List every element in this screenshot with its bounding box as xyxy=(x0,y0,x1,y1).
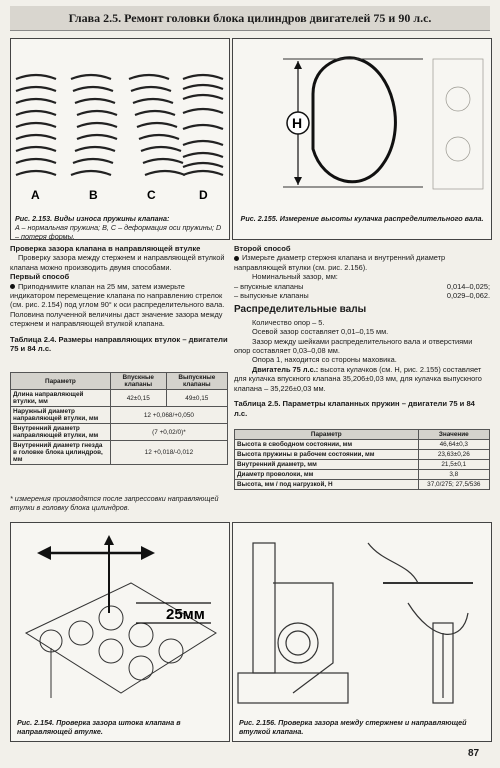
intake-clearance-row xyxy=(234,282,490,291)
method1-heading: Первый способ xyxy=(10,272,70,282)
lift-label: 25мм xyxy=(166,606,205,623)
spring-label-d: D xyxy=(199,188,208,202)
figure-2-155 xyxy=(232,38,492,240)
cam-paragraph-1: Количество опор – 5. xyxy=(252,317,325,327)
method1-paragraph xyxy=(10,282,228,329)
spring-a xyxy=(16,75,56,175)
spring-label-a: A xyxy=(31,188,40,202)
caption-title: Рис. 2.153. Виды износа пружины клапана: xyxy=(15,214,170,223)
cylinder-head-illustration xyxy=(11,523,229,713)
cam-paragraph-2: Осевой зазор составляет 0,01–0,15 мм. xyxy=(252,327,389,337)
engine-75-text: высота кулачков (см. H, рис. 2.155) составляет для кулачка впускного клапана 35,206±0,03 мм, для кулачка выпускного клапана – 35,226±0,03 мм. xyxy=(234,364,482,393)
method1-text: Приподнимите клапан на 25 мм, затем измерьте индикатором перемещение клапана по направлению стрелок (см. рис. 2.154) под углом 90° к оси распределительного вала. Половина полученной величины даст значение зазора между стержнем и направляющей втулкой клапана. xyxy=(10,281,225,329)
spring-d xyxy=(183,75,223,175)
table-cell: 21,5±0,1 xyxy=(418,460,489,470)
spring-label-c: C xyxy=(147,188,156,202)
table-cell: (7 +0,02/0)* xyxy=(110,424,227,441)
valve-micrometer-sketch xyxy=(368,543,473,703)
table-cell: 23,63±0,26 xyxy=(418,450,489,460)
exhaust-label: – выпускные клапаны xyxy=(234,291,309,301)
spring-label-b: B xyxy=(89,188,98,202)
figure-2-154-caption: Рис. 2.154. Проверка зазора штока клапана в направляющей втулке. xyxy=(17,718,181,736)
table-row xyxy=(235,480,490,490)
valve-guide-heading: Проверка зазора клапана в направляющей втулке xyxy=(10,244,201,253)
table-row xyxy=(235,440,490,450)
table-row xyxy=(11,407,228,424)
table-2-4-header-param: Параметр xyxy=(11,373,111,390)
springs-illustration xyxy=(11,39,229,209)
table-cell: Высота в свободном состоянии, мм xyxy=(235,440,419,450)
figure-2-155-caption: Рис. 2.155. Измерение высоты кулачка распределительного вала. xyxy=(240,214,484,223)
table-2-5-header-param: Параметр xyxy=(235,430,419,440)
table-cell: Внутренний диаметр направляющей втулки, мм xyxy=(11,424,111,441)
table-2-4-title: Таблица 2.4. Размеры направляющих втулок – двигатели 75 и 84 л.с. xyxy=(10,334,228,354)
caption-body: A – нормальная пружина; B, C – деформация оси пружины; D – потеря формы. xyxy=(15,223,222,241)
table-cell: Высота, мм / под нагрузкой, Н xyxy=(235,480,419,490)
table-2-4 xyxy=(10,372,228,465)
table-cell: Внутренний диаметр гнезда в головке блока цилиндров, мм xyxy=(11,441,111,465)
exhaust-clearance-row xyxy=(234,291,490,300)
table-2-4-header-intake: Впускные клапаны xyxy=(110,373,166,390)
table-cell: Наружный диаметр направляющей втулки, мм xyxy=(11,407,111,424)
table-cell: 49±0,15 xyxy=(166,390,227,407)
table-2-4-header-exhaust: Выпускные клапаны xyxy=(166,373,227,390)
background-sketch xyxy=(433,59,483,189)
figure-2-156-caption: Рис. 2.156. Проверка зазора между стержнем и направляющей втулкой клапана. xyxy=(239,718,467,736)
cam-paragraph-3: Зазор между шейками распределительного вала и отверстиями опор составляет 0,03–0,08 мм. xyxy=(234,336,473,356)
table-cell: 12 +0,018/-0,012 xyxy=(110,441,227,465)
table-row xyxy=(235,460,490,470)
table-row xyxy=(235,450,490,460)
table-cell: Высота пружины в рабочем состоянии, мм xyxy=(235,450,419,460)
method2-text: Измерьте диаметр стержня клапана и внутренний диаметр направляющей втулки (см. рис. 2.156). xyxy=(234,253,446,272)
table-2-4-footnote: * измерения производятся после запрессовки направляющей втулки в головку блока цилиндров. xyxy=(10,494,219,512)
nominal-clearance-label: Номинальный зазор, мм: xyxy=(252,272,338,282)
table-cell: 42±0,15 xyxy=(110,390,166,407)
method2-heading: Второй способ xyxy=(234,244,291,253)
chapter-header xyxy=(10,6,490,31)
bullet-icon xyxy=(234,256,239,261)
table-2-5-header-value: Значение xyxy=(418,430,489,440)
exhaust-value: 0,029–0,062. xyxy=(446,291,490,301)
camshaft-heading: Распределительные валы xyxy=(234,304,367,316)
figure-2-154 xyxy=(10,522,230,742)
figure-2-153 xyxy=(10,38,230,240)
cylinder-head-sketch xyxy=(26,583,216,698)
table-cell: 12 +0,068/+0,050 xyxy=(110,407,227,424)
chapter-title: Глава 2.5. Ремонт головки блока цилиндров двигателей 75 и 90 л.с. xyxy=(68,11,432,25)
cam-illustration xyxy=(233,39,491,209)
spring-b xyxy=(71,75,117,175)
left-column xyxy=(10,244,228,353)
cam-paragraph-4: Опора 1, находится со стороны маховика. xyxy=(252,355,397,365)
table-row xyxy=(11,441,228,465)
bullet-icon xyxy=(10,284,15,289)
height-label: H xyxy=(292,115,303,131)
intake-label: – впускные клапаны xyxy=(234,281,304,291)
bore-gauge-sketch xyxy=(238,543,348,703)
page-number: 87 xyxy=(468,748,480,759)
table-cell: Длина направляющей втулки, мм xyxy=(11,390,111,407)
method2-paragraph xyxy=(234,253,490,272)
table-cell: 37,0/275; 27,5/536 xyxy=(418,480,489,490)
micrometer-illustration xyxy=(233,523,491,713)
table-2-5 xyxy=(234,429,490,490)
cam-paragraph-5 xyxy=(234,365,490,393)
table-cell: 46,64±0,3 xyxy=(418,440,489,450)
engine-75-label: Двигатель 75 л.с.: xyxy=(252,364,319,374)
figure-2-156 xyxy=(232,522,492,742)
table-row xyxy=(11,390,228,407)
cam-lobe xyxy=(313,58,395,182)
valve-guide-intro: Проверку зазора между стержнем и направляющей втулкой клапана можно производить двумя способами. xyxy=(10,253,225,272)
table-row xyxy=(11,424,228,441)
right-column xyxy=(234,244,490,418)
table-cell: Внутренний диаметр, мм xyxy=(235,460,419,470)
table-2-5-title: Таблица 2.5. Параметры клапанных пружин – двигатели 75 и 84 л.с. xyxy=(234,399,475,418)
table-cell: 3,8 xyxy=(418,470,489,480)
spring-c xyxy=(129,75,185,175)
table-row xyxy=(235,470,490,480)
figure-2-153-caption xyxy=(11,214,229,241)
intake-value: 0,014–0,025; xyxy=(446,281,490,291)
table-cell: Диаметр проволоки, мм xyxy=(235,470,419,480)
